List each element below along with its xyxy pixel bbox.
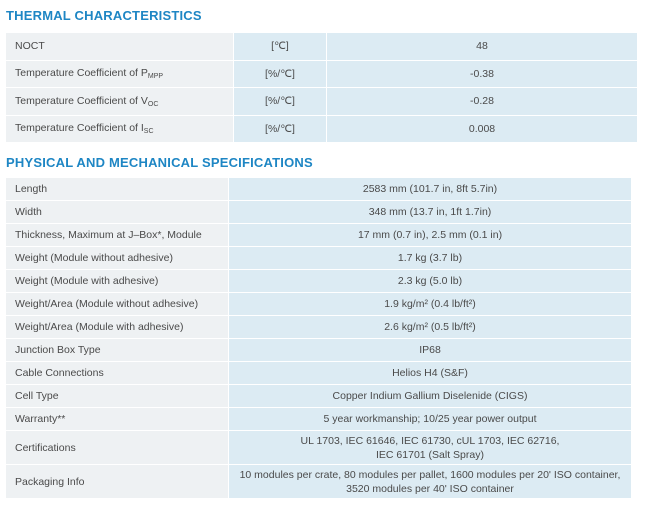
table-row [6,178,631,201]
row-value: 48 [326,33,637,61]
row-label: Weight/Area (Module without adhesive) [6,293,228,316]
table-row [6,431,631,465]
table-row [6,362,631,385]
table-row [6,33,637,61]
label-text: Temperature Coefficient of P [15,67,148,80]
row-label: Warranty** [6,408,228,431]
value-line-1: UL 1703, IEC 61646, IEC 61730, cUL 1703, IEC 62716, [300,434,560,447]
value-line-2: 3520 modules per 40' ISO container [346,482,514,495]
thermal-characteristics-title: THERMAL CHARACTERISTICS [6,8,202,23]
row-label: Length [6,178,228,201]
label-subscript: MPP [147,73,164,81]
row-value: 2.3 kg (5.0 lb) [228,270,631,293]
row-label: Weight (Module without adhesive) [6,247,228,270]
row-label: Thickness, Maximum at J–Box*, Module [6,224,228,247]
value-line-1: 10 modules per crate, 80 modules per pallet, 1600 modules per 20' ISO container, [239,468,621,481]
physical-specifications-title: PHYSICAL AND MECHANICAL SPECIFICATIONS [6,155,313,170]
row-label: Cell Type [6,385,228,408]
table-row [6,339,631,362]
row-value: 2.6 kg/m² (0.5 lb/ft²) [228,316,631,339]
row-value: -0.38 [326,61,637,89]
row-value: 1.9 kg/m² (0.4 lb/ft²) [228,293,631,316]
table-row [6,408,631,431]
row-label [6,116,233,144]
table-row [6,293,631,316]
row-label: Junction Box Type [6,339,228,362]
row-value: 0.008 [326,116,637,144]
row-label [6,61,233,89]
row-label: Cable Connections [6,362,228,385]
thermal-characteristics-table [6,33,637,143]
row-unit: [℃] [233,33,326,61]
table-row [6,88,637,116]
row-value: 17 mm (0.7 in), 2.5 mm (0.1 in) [228,224,631,247]
row-label [6,88,233,116]
table-row [6,316,631,339]
row-label: Width [6,201,228,224]
label-text: Temperature Coefficient of I [15,122,144,135]
table-row [6,465,631,499]
label-text: Temperature Coefficient of V [15,94,148,107]
row-label [6,33,233,61]
row-label: Weight/Area (Module with adhesive) [6,316,228,339]
value-line-2: IEC 61701 (Salt Spray) [376,448,484,461]
label-text: NOCT [15,39,45,52]
table-row [6,201,631,224]
table-row [6,224,631,247]
row-value: 348 mm (13.7 in, 1ft 1.7in) [228,201,631,224]
row-label: Weight (Module with adhesive) [6,270,228,293]
row-unit: [%/℃] [233,116,326,144]
row-value: IP68 [228,339,631,362]
label-subscript: OC [147,100,159,108]
row-value: 1.7 kg (3.7 lb) [228,247,631,270]
row-value: Helios H4 (S&F) [228,362,631,385]
row-value: Copper Indium Gallium Diselenide (CIGS) [228,385,631,408]
row-label: Packaging Info [6,465,228,499]
table-row [6,270,631,293]
table-row [6,247,631,270]
row-value: 2583 mm (101.7 in, 8ft 5.7in) [228,178,631,201]
row-unit: [%/℃] [233,88,326,116]
table-row [6,61,637,89]
row-value: 5 year workmanship; 10/25 year power output [228,408,631,431]
table-row [6,385,631,408]
row-value [228,431,631,465]
row-label: Certifications [6,431,228,465]
row-value: -0.28 [326,88,637,116]
table-row [6,116,637,144]
row-value [228,465,631,499]
row-unit: [%/℃] [233,61,326,89]
physical-specifications-table [6,178,631,499]
label-subscript: SC [143,128,154,136]
